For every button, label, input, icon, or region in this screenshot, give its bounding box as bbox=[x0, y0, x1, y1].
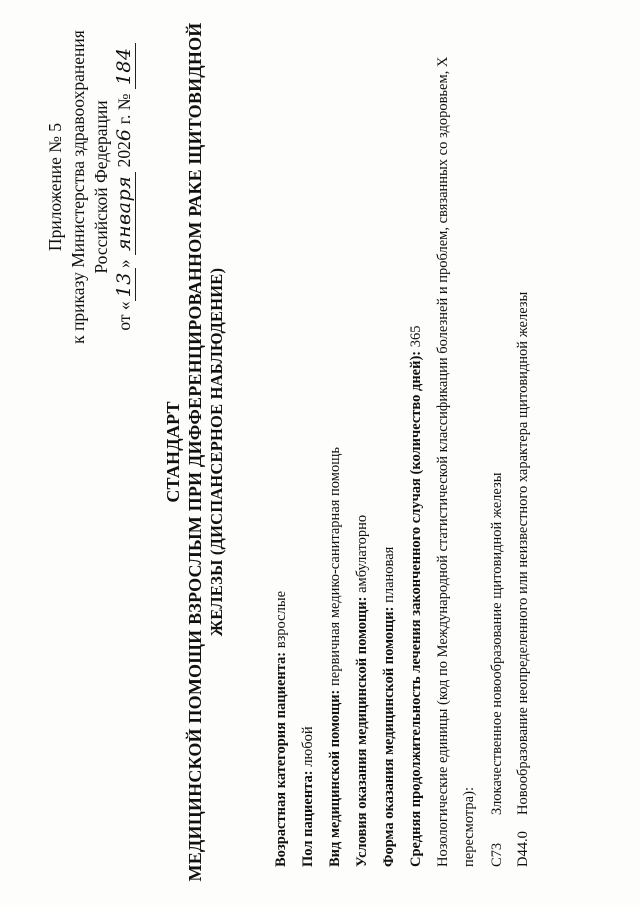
annex-block bbox=[44, 12, 136, 362]
title-line-sub: ЖЕЛЕЗЫ (ДИСПАНСЕРНОЕ НАБЛЮДЕНИЕ) bbox=[207, 267, 226, 637]
field-nosology-label: Нозологические единицы (код по Международной статистической классификации болезней и проблем, связанных со здоровьем, X пересмотра): bbox=[435, 56, 477, 867]
field-care-type-value: первичная медико-санитарная помощь bbox=[327, 447, 343, 686]
field-form-label: Форма оказания медицинской помощи: bbox=[381, 606, 397, 867]
field-age-label: Возрастная категория пациента: bbox=[273, 651, 289, 867]
title-standard: СТАНДАРТ bbox=[163, 401, 183, 503]
date-mid: » bbox=[114, 255, 134, 269]
field-sex bbox=[295, 7, 322, 867]
icd-code: D44.0 bbox=[515, 831, 531, 867]
date-year-digit: 6 bbox=[113, 128, 135, 142]
field-age bbox=[268, 7, 295, 867]
document-title bbox=[162, 7, 227, 897]
field-form-value: плановая bbox=[381, 546, 397, 603]
field-duration-label: Средняя продолжительность лечения законченного случая (количество дней): bbox=[408, 350, 424, 867]
field-care-type bbox=[322, 7, 349, 867]
icd-code-list bbox=[484, 7, 536, 867]
annex-order-line: к приказу Министерства здравоохранения bbox=[68, 30, 88, 344]
standard-fields bbox=[268, 7, 536, 867]
order-number: 184 bbox=[113, 43, 136, 89]
field-conditions bbox=[349, 7, 376, 867]
field-conditions-label: Условия оказания медицинской помощи: bbox=[354, 596, 370, 867]
date-year-prefix: 202 bbox=[114, 141, 134, 172]
field-form bbox=[376, 7, 403, 867]
date-year-suffix: г. № bbox=[114, 93, 134, 129]
date-month: января bbox=[113, 172, 136, 255]
field-sex-label: Пол пациента: bbox=[300, 770, 316, 867]
icd-name: Новообразование неопределенного или неизвестного характера щитовидной железы bbox=[515, 291, 531, 815]
icd-code-row bbox=[510, 7, 536, 867]
date-prefix: от « bbox=[114, 301, 134, 331]
field-care-type-label: Вид медицинской помощи: bbox=[327, 689, 343, 867]
icd-name: Злокачественное новообразование щитовидной железы bbox=[489, 472, 505, 815]
icd-code: C73 bbox=[489, 842, 505, 867]
field-sex-value: любой bbox=[300, 726, 316, 767]
title-line-main: МЕДИЦИНСКОЙ ПОМОЩИ ВЗРОСЛЫМ ПРИ ДИФФЕРЕНЦИРОВАННОМ РАКЕ ЩИТОВИДНОЙ bbox=[185, 22, 205, 882]
annex-ministry-line: Российской Федерации bbox=[91, 100, 111, 274]
field-duration-value: 365 bbox=[408, 325, 424, 348]
annex-date-line bbox=[113, 12, 136, 362]
date-day: 13 bbox=[113, 268, 136, 301]
icd-code-row bbox=[484, 7, 510, 867]
field-age-value: взрослые bbox=[273, 590, 289, 649]
rotated-content bbox=[38, 7, 598, 897]
field-duration bbox=[403, 7, 430, 867]
annex-number: Приложение № 5 bbox=[45, 122, 65, 252]
field-conditions-value: амбулаторно bbox=[354, 514, 370, 593]
